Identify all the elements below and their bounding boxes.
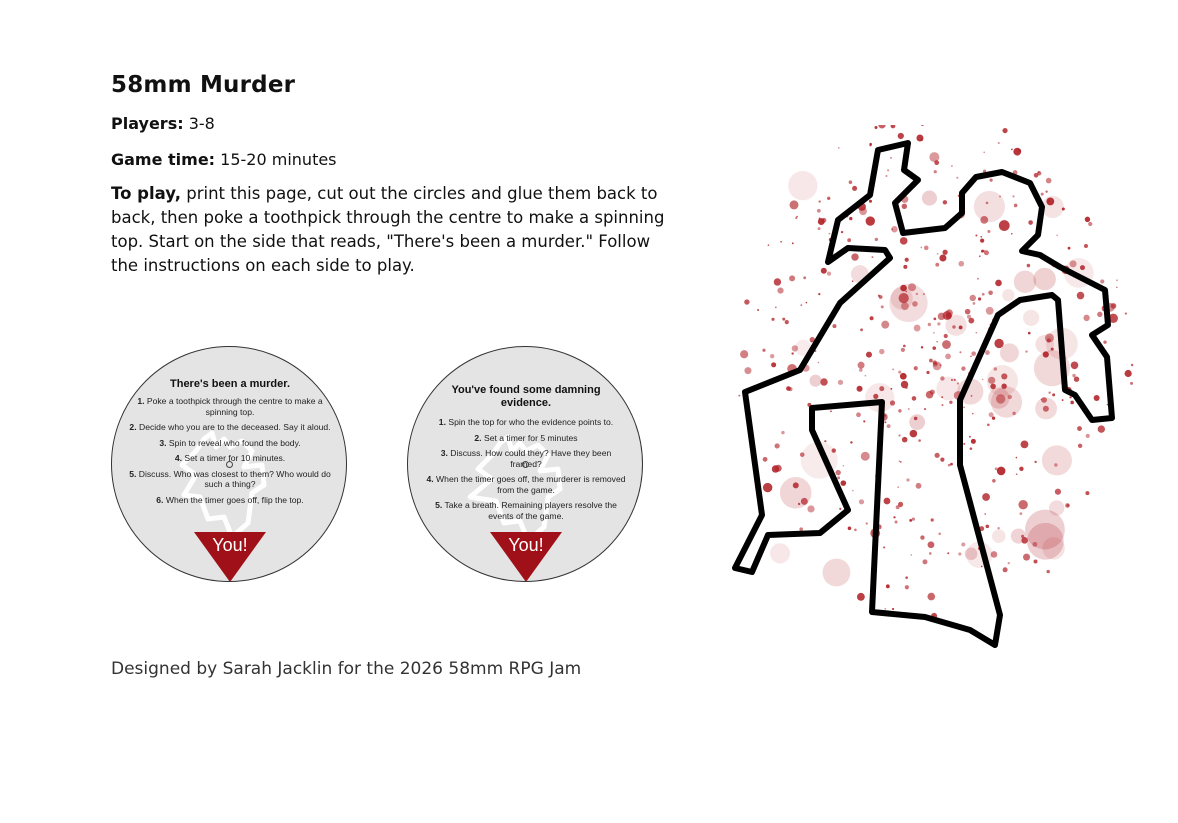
page-title: 58mm Murder — [111, 72, 296, 98]
step-item: 3. Discuss. How could they? Have they been framed? — [440, 448, 612, 469]
step-item: 6. When the timer goes off, flip the top. — [156, 494, 304, 505]
credit-line: Designed by Sarah Jacklin for the 2026 58mm RPG Jam — [111, 659, 582, 679]
chalk-outline-icon — [720, 125, 1140, 655]
disc-murder — [111, 346, 347, 582]
step-item: 2. Set a timer for 5 minutes — [474, 432, 578, 443]
instructions — [111, 182, 671, 278]
instructions-lead: To play, — [111, 184, 181, 203]
disc-title: There's been a murder. — [170, 378, 290, 390]
you-pointer-label: You! — [508, 535, 544, 555]
disc-evidence — [407, 346, 643, 582]
disc-title: You've found some damning evidence. — [451, 384, 601, 409]
game-time-line — [111, 150, 337, 169]
step-item: 2. Decide who you are to the deceased. Say it aloud. — [129, 422, 331, 432]
players-label: Players: — [111, 114, 184, 133]
step-item: 3. Spin to reveal who found the body. — [159, 437, 301, 448]
step-item: 4. Set a timer for 10 minutes. — [174, 453, 286, 463]
centre-hole-icon — [226, 461, 233, 468]
disc-steps — [424, 417, 628, 526]
body-outline-path — [735, 143, 1112, 645]
step-item: 1. Poke a toothpick through the centre to make a spinning top. — [137, 396, 323, 417]
centre-hole-icon — [522, 461, 529, 468]
disc-steps — [128, 396, 332, 510]
step-item: 5. Take a breath. Remaining players resolve the events of the game. — [435, 500, 617, 521]
step-item: 4. When the timer goes off, the murderer is removed from the game. — [426, 474, 626, 495]
players-value: 3-8 — [188, 114, 215, 133]
step-item: 5. Discuss. Who was closest to them? Who would do such a thing? — [129, 468, 331, 489]
game-time-value: 15-20 minutes — [220, 150, 337, 169]
game-time-label: Game time: — [111, 150, 216, 169]
step-item: 1. Spin the top for who the evidence points to. — [438, 417, 614, 427]
you-pointer-label: You! — [212, 535, 248, 555]
players-line — [111, 114, 215, 133]
instructions-text: print this page, cut out the circles and glue them back to back, then poke a toothpick through the centre to make a spinning top. Start on the side that reads, "There's been a murder." Follow the instructions on each side to play. — [111, 184, 665, 275]
